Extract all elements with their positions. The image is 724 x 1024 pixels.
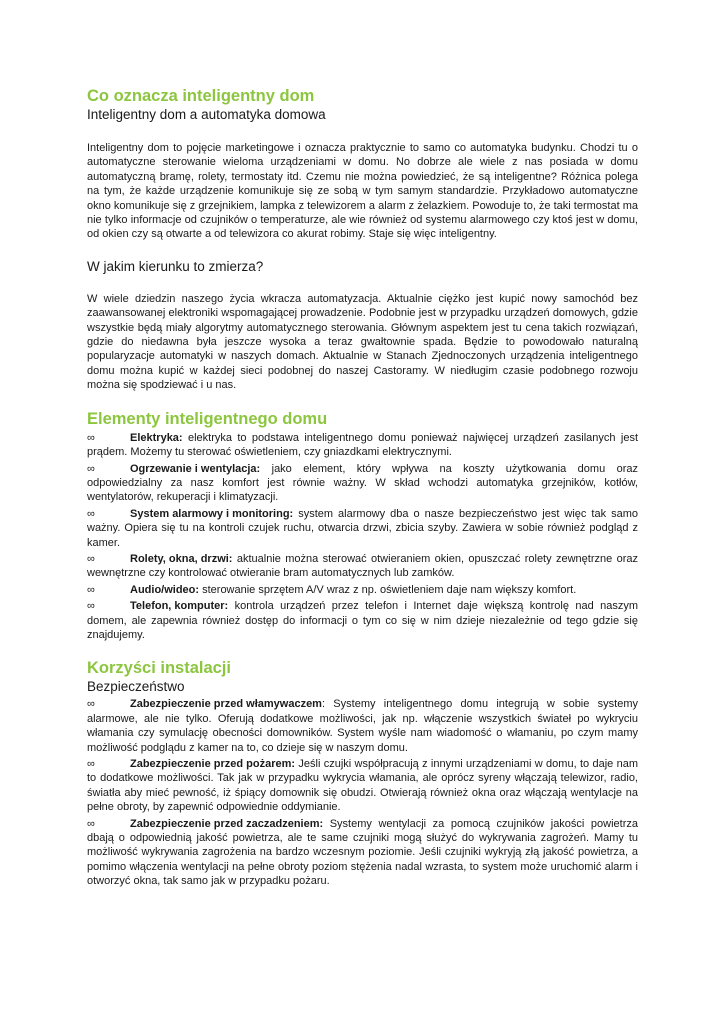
infinity-bullet-icon: ∞ — [87, 552, 95, 565]
question-heading: W jakim kierunku to zmierza? — [87, 258, 264, 274]
section-title-elements: Elementy inteligentnego domu — [87, 409, 328, 428]
item-text: : Systemy inteligentnego domu integrują w sobie systemy alarmowe, ale nie tylko. Oferują dodatkowe możliwości, jak np. włączenie wszystkich świateł po wykryciu włamania czy symulację obecności domowników. System wyśle nam wiadomość o włamaniu, po czym mamy możliwość podglądu z kamer na to, co dzieje się w naszym domu. — [87, 698, 638, 754]
list-item — [87, 583, 638, 597]
infinity-bullet-icon: ∞ — [87, 431, 95, 444]
item-label: Rolety, okna, drzwi: — [130, 552, 233, 565]
list-item — [87, 817, 638, 889]
item-text: system alarmowy dba o nasze bezpieczeństwo jest więc tak samo ważny. Opiera się tu na kontroli czujek ruchu, otwarcia drzwi, zbicia szyby. Zawiera w sobie również podgląd z kamer. — [87, 507, 638, 549]
item-label: Zabezpieczenie przed włamywaczem — [130, 698, 322, 711]
section-subtitle-security: Bezpieczeństwo — [87, 679, 185, 695]
item-label: Audio/wideo: — [130, 583, 200, 596]
list-item — [87, 599, 638, 642]
item-label: Telefon, komputer: — [130, 600, 229, 613]
list-item — [87, 757, 638, 815]
list-item — [87, 552, 638, 581]
item-label: Zabezpieczenie przed pożarem: — [130, 758, 296, 770]
item-label: Elektryka: — [130, 431, 183, 444]
list-item — [87, 431, 638, 460]
elements-list — [87, 431, 638, 643]
infinity-bullet-icon: ∞ — [87, 507, 95, 520]
item-label: System alarmowy i monitoring: — [130, 507, 294, 520]
item-text: aktualnie można sterować otwieraniem okien, opuszczać rolety zewnętrzne oraz wewnętrzne czy kontrolować otwieranie bram automatycznych lub zamków. — [87, 552, 638, 580]
section-title-smart-home: Co oznacza inteligentny dom — [87, 87, 315, 105]
item-text: Systemy wentylacji za pomocą czujników jakości powietrza dbają o odpowiednią jakość powietrza, ale te same czujniki mogą służyć do wykrywania zagrożeń. Mamy tu możliwość wykrywania zagrożenia na bardzo wczesnym poziomie. Jeśli czujniki wykryją złą jakość powietrza, a pomimo włączenia wentylacji na pełne obroty poziom stężenia nadal wzrasta, to system może uruchomić alarm i otworzyć okna, tak samo jak w przypadku pożaru. — [87, 817, 638, 888]
infinity-bullet-icon: ∞ — [87, 758, 95, 770]
list-item — [87, 507, 638, 550]
item-text: jako element, który wpływa na koszty użytkowania domu oraz odpowiedzialny za nasz komfort jest równie ważny. W skład wchodzi automatyka grzejników, kotłów, wentylatorów, rekuperacji i klimatyzacji. — [87, 462, 638, 504]
item-label: Ogrzewanie i wentylacja: — [130, 462, 261, 475]
infinity-bullet-icon: ∞ — [87, 817, 95, 830]
infinity-bullet-icon: ∞ — [87, 583, 95, 596]
item-text: kontrola urządzeń przez telefon i Internet daje większą kontrolę nad naszym domem, ale zapewnia również dostęp do informacji o tym co się w nim dzieje niezależnie od tego gdzie się znajdujemy. — [87, 600, 638, 641]
security-list — [87, 697, 638, 888]
list-item — [87, 462, 638, 505]
intro-paragraph: Inteligentny dom to pojęcie marketingowe i oznacza praktycznie to samo co automatyka budynku. Chodzi tu o automatyczne sterowanie wieloma urządzeniami w domu. No dobrze ale wiele z nas posiada w domu automatyczną bramę, rolety, termostaty itd. Czemu nie można powiedzieć, że są inteligentne? Różnica polega na tym, że każde urządzenie komunikuje się ze sobą w tym samym standardzie. Przykładowo automatyczne okno komunikuje się z grzejnikiem, lampka z telewizorem a alarm z żelazkiem. Powoduje to, że taki termostat ma nie tylko informacje od czujników o temperaturze, ale wie również od systemu alarmowego czy ktoś jest w domu, od okien czy są otwarte a od telewizora co akurat robimy. Staje się więc inteligentny. — [87, 142, 638, 241]
infinity-bullet-icon: ∞ — [87, 462, 95, 475]
list-item — [87, 697, 638, 755]
infinity-bullet-icon: ∞ — [87, 698, 95, 711]
document-page — [87, 86, 638, 889]
item-text: elektryka to podstawa inteligentnego domu ponieważ najwięcej urządzeń zasilanych jest prądem. Możemy tu sterować oświetleniem, czy gniazdkami elektrycznymi. — [87, 431, 638, 459]
item-label: Zabezpieczenie przed zaczadzeniem: — [130, 817, 324, 830]
automation-paragraph: W wiele dziedzin naszego życia wkracza automatyzacja. Aktualnie ciężko jest kupić nowy samochód bez zaawansowanej elektroniki wspomagającej prowadzenie. Podobnie jest w przypadku urządzeń domowych, gdzie wszystkie będą miały algorytmy automatycznego sterowania. Głównym aspektem jest tu cena takich rozwiązań, gdzie do niedawna była jeszcze wysoka a teraz gwałtownie spada. Będzie to powodowało naturalną popularyzacje automatyki w naszych domach. Aktualnie w Stanach Zjednoczonych urządzenia inteligentnego domu można kupić w każdej sieci podobnej do naszej Castoramy. W niedługim czasie podobnego rozwoju można się spodziewać i u nas. — [87, 292, 638, 392]
item-text: Jeśli czujki współpracują z innymi urządzeniami w domu, to daje nam to dodatkowe możliwości. Tak jak w przypadku wykrycia włamania, ale oprócz syreny włączają telewizor, radio, światła aby mieć pewność, iż śpiący domownik się obudzi. Otwierają również okna oraz włączają wentylacje na pełne obroty, by zapewnić odpowiednie oddymianie. — [87, 758, 638, 814]
infinity-bullet-icon: ∞ — [87, 600, 95, 613]
item-text: sterowanie sprzętem A/V wraz z np. oświetleniem daje nam większy komfort. — [199, 583, 577, 596]
section-title-benefits: Korzyści instalacji — [87, 659, 231, 678]
section-subtitle-home-automation: Inteligentny dom a automatyka domowa — [87, 107, 326, 122]
